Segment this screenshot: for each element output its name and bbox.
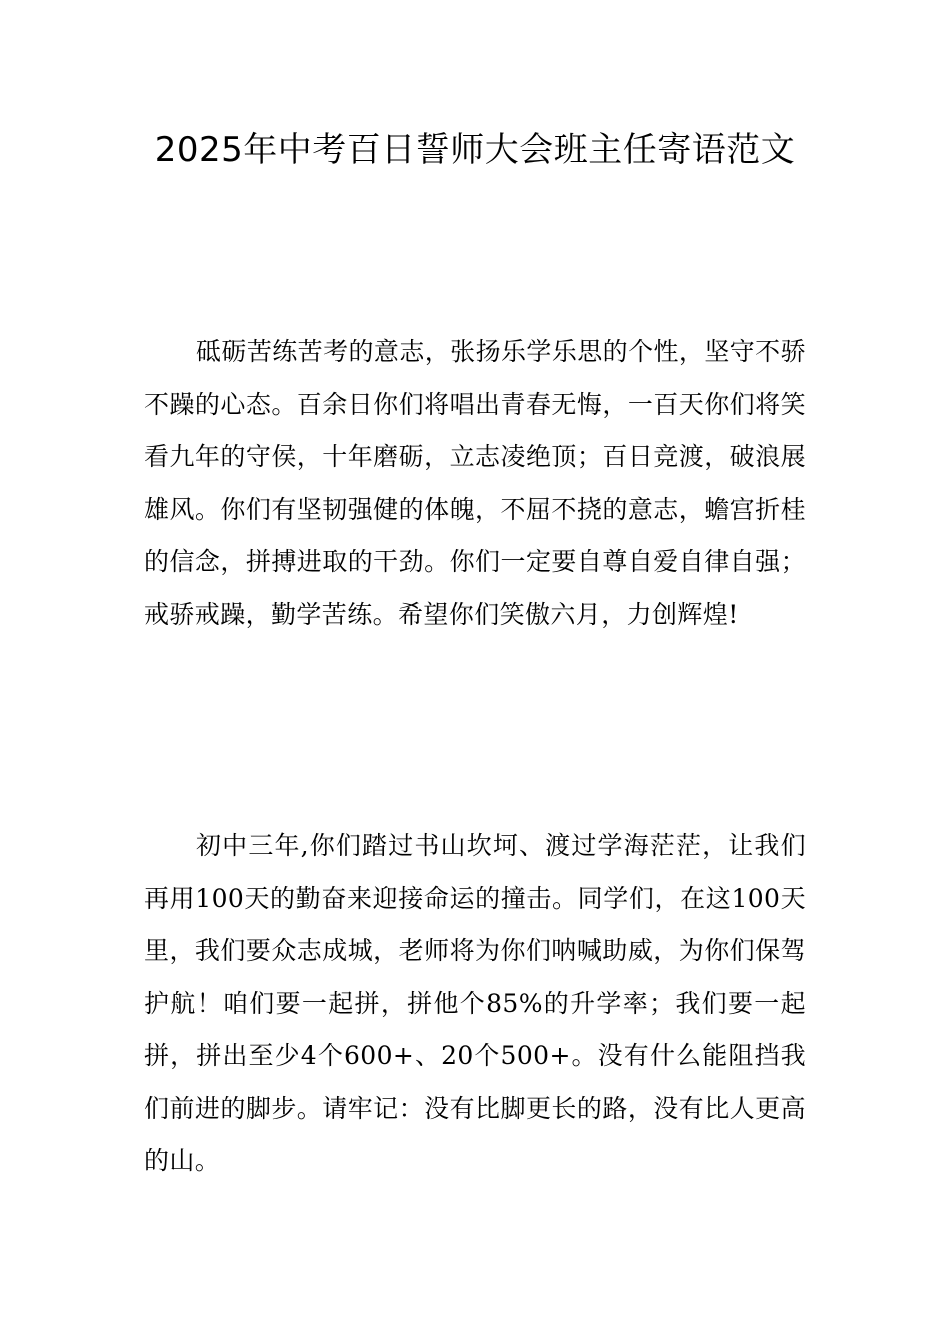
- document-title: 2025年中考百日誓师大会班主任寄语范文: [154, 130, 796, 170]
- paragraph-2: 初中三年,你们踏过书山坎坷、渡过学海茫茫，让我们再用100天的勤奋来迎接命运的撞击。同学们，在这100天里，我们要众志成城，老师将为你们呐喊助威，为你们保驾护航！咱们要一起拼，拼他个85%的升学率；我们要一起拼，拼出至少4个600+、20个500+。没有什么能阻挡我们前进的脚步。请牢记：没有比脚更长的路，没有比人更高的山。: [144, 831, 806, 1175]
- paragraph-1: 砥砺苦练苦考的意志，张扬乐学乐思的个性，坚守不骄不躁的心态。百余日你们将唱出青春无悔，一百天你们将笑看九年的守侯，十年磨砺，立志凌绝顶；百日竞渡，破浪展雄风。你们有坚韧强健的体魄，不屈不挠的意志，蟾宫折桂的信念，拼搏进取的干劲。你们一定要自尊自爱自律自强；戒骄戒躁，勤学苦练。希望你们笑傲六月，力创辉煌!: [144, 337, 806, 629]
